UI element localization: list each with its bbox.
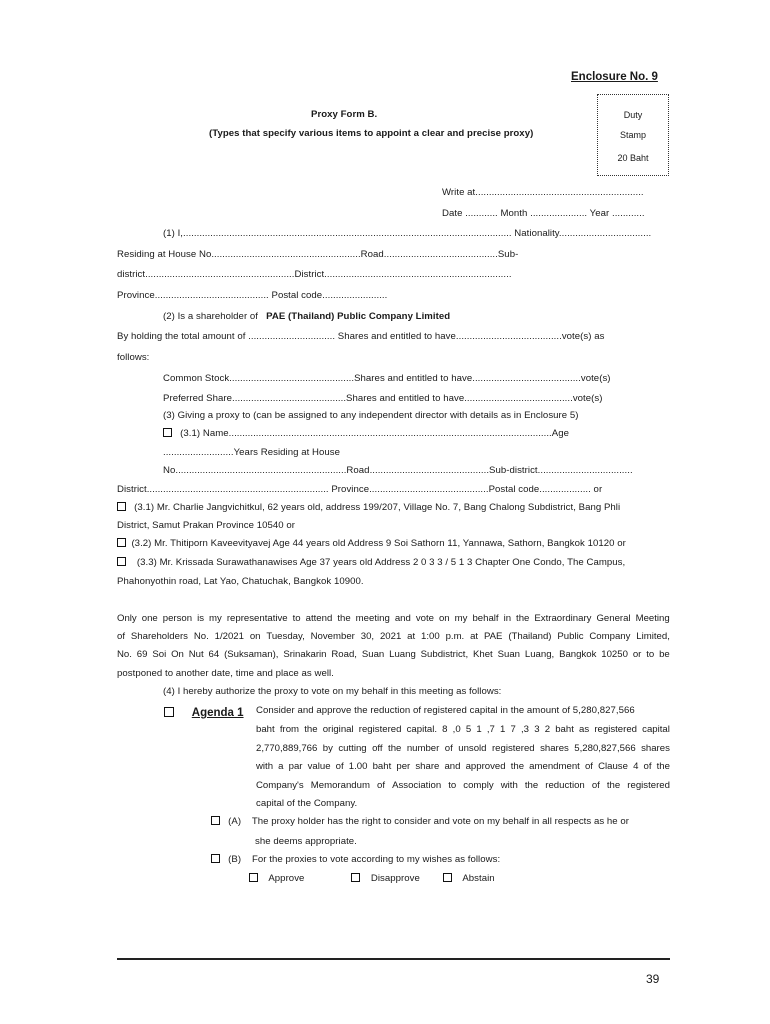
- disapprove-label: Disapprove: [370, 873, 420, 884]
- holding-line[interactable]: By holding the total amount of ................................ Shares and entitled to have.......................................vote(s) as: [117, 331, 605, 342]
- agenda-1-text-2: baht from the original registered capital. 8 ,0 5 1 ,7 1 7 ,3 3 2 baht as registered capital: [256, 724, 670, 735]
- option-a-checkbox[interactable]: [211, 816, 220, 825]
- enclosure-label: Enclosure No. 9: [571, 71, 658, 83]
- option-a: [211, 816, 629, 827]
- proxy-charlie-text: (3.1) Mr. Charlie Jangvichitkul, 62 years old, address 199/207, Village No. 7, Bang Chalong Subdistrict, Bang Phli: [134, 502, 621, 513]
- common-stock-line[interactable]: Common Stock..............................................Shares and entitled to have........................................vote(s): [163, 373, 611, 384]
- disapprove-checkbox[interactable]: [351, 873, 360, 882]
- vote-disapprove: [351, 873, 420, 884]
- company-name: PAE (Thailand) Public Company Limited: [266, 311, 451, 322]
- vote-abstain: [443, 873, 495, 884]
- date-field[interactable]: Date ............ Month ..................... Year ............: [442, 208, 645, 219]
- stamp-line-stamp: Stamp: [619, 130, 646, 140]
- agenda-1-label: Agenda 1: [191, 707, 244, 719]
- agenda-1-text-3: 2,770,889,766 by cutting off the number of unsold registered shares 5,280,827,566 shares: [256, 743, 670, 754]
- vote-approve: [249, 873, 304, 884]
- option-b: [211, 854, 500, 865]
- duty-stamp-box: [597, 94, 669, 176]
- proxy-thitiporn-checkbox[interactable]: [117, 538, 126, 547]
- proxy-option-charlie: [117, 502, 620, 513]
- proxy-krissada-text-2: Phahonyothin road, Lat Yao, Chatuchak, Bangkok 10900.: [117, 576, 364, 587]
- representative-para-1: Only one person is my representative to attend the meeting and vote on my behalf in the Extraordinary General Meeting: [117, 613, 670, 624]
- proxy-charlie-checkbox[interactable]: [117, 502, 126, 511]
- proxy-option-3-1-name: [163, 428, 569, 439]
- stamp-line-amount: 20 Baht: [617, 153, 649, 163]
- option-a-text: The proxy holder has the right to consider and vote on my behalf in all respects as he or: [251, 816, 630, 827]
- agenda-1-header: [164, 703, 244, 721]
- option-a-label: (A): [228, 816, 242, 827]
- agenda-1-text-4: with a par value of 1.00 baht per share and approved the amendment of Clause 4 of the: [256, 761, 670, 772]
- proxy-charlie-text-2: District, Samut Prakan Province 10540 or: [117, 520, 295, 531]
- proxy-krissada-checkbox[interactable]: [117, 557, 126, 566]
- representative-para-4: postponed to another date, time and place as well.: [117, 668, 334, 679]
- shareholder-prefix: (2) Is a shareholder of: [163, 311, 259, 322]
- write-at-field[interactable]: Write at..............................................................: [442, 187, 644, 198]
- option-a-text-2: she deems appropriate.: [255, 836, 357, 847]
- proxy-3-1-years-line[interactable]: ..........................Years Residing at House: [163, 447, 340, 458]
- stamp-line-duty: Duty: [623, 110, 643, 120]
- proxy-3-1-address-line[interactable]: No...............................................................Road............................................Sub-district...................................: [163, 465, 633, 476]
- proxy-3-1-checkbox[interactable]: [163, 428, 172, 437]
- form-subtitle: (Types that specify various items to appoint a clear and precise proxy): [209, 128, 534, 139]
- proxy-option-krissada: [117, 557, 625, 568]
- preferred-share-line[interactable]: Preferred Share..........................................Shares and entitled to have........................................vote(s): [163, 393, 603, 404]
- option-b-checkbox[interactable]: [211, 854, 220, 863]
- abstain-checkbox[interactable]: [443, 873, 452, 882]
- abstain-label: Abstain: [462, 873, 495, 884]
- agenda-1-checkbox[interactable]: [164, 707, 174, 717]
- footer-rule: [117, 958, 670, 960]
- representative-para-2: of Shareholders No. 1/2021 on Tuesday, November 30, 2021 at 1:00 p.m. at PAE (Thailand) Public Company Limited,: [117, 631, 670, 642]
- form-title: Proxy Form B.: [311, 109, 378, 120]
- proxy-3-1-district-line[interactable]: District................................................................... Province............................................Postal code................... or: [117, 484, 603, 495]
- representative-para-3: No. 69 Soi On Nut 64 (Suksaman), Srinakarin Road, Suan Luang Subdistrict, Khet Suan Luang, Bangkok 10250 or to be: [117, 649, 670, 660]
- proxy-krissada-text: (3.3) Mr. Krissada Surawathanawises Age 37 years old Address 2 0 3 3 / 5 1 3 Chapter One Condo, The Campus,: [136, 557, 626, 568]
- proxy-option-thitiporn: [117, 538, 626, 549]
- shareholder-line: [163, 311, 450, 322]
- vote-authorization-heading: (4) I hereby authorize the proxy to vote on my behalf in this meeting as follows:: [163, 686, 502, 697]
- proxy-thitiporn-text: (3.2) Mr. Thitiporn Kaveevityavej Age 44 years old Address 9 Soi Sathorn 11, Yannawa, Sathorn, Bangkok 10120 or: [131, 538, 626, 549]
- approve-label: Approve: [268, 873, 305, 884]
- residence-line-2[interactable]: district.......................................................District.....................................................................: [117, 269, 512, 280]
- proxy-heading: (3) Giving a proxy to (can be assigned to any independent director with details as in Enclosure 5): [163, 410, 579, 421]
- option-b-text: For the proxies to vote according to my wishes as follows:: [251, 854, 501, 865]
- option-b-label: (B): [228, 854, 242, 865]
- agenda-1-text-5: Company's Memorandum of Association to comply with the reduction of the registered: [256, 780, 670, 791]
- page-number: 39: [646, 972, 660, 986]
- residence-line-1[interactable]: Residing at House No.......................................................Road..........................................Sub-: [117, 249, 519, 260]
- approve-checkbox[interactable]: [249, 873, 258, 882]
- name-nationality-line[interactable]: (1) I,......................................................................................................................... Nationality..................................: [163, 228, 652, 239]
- province-postal-line[interactable]: Province.......................................... Postal code........................: [117, 290, 388, 301]
- proxy-3-1-name-line[interactable]: (3.1) Name.......................................................................................................................Age: [180, 428, 569, 439]
- follows-label: follows:: [117, 352, 150, 363]
- agenda-1-text-6: capital of the Company.: [256, 798, 358, 809]
- agenda-1-text-1: Consider and approve the reduction of registered capital in the amount of 5,280,827,566: [256, 705, 635, 716]
